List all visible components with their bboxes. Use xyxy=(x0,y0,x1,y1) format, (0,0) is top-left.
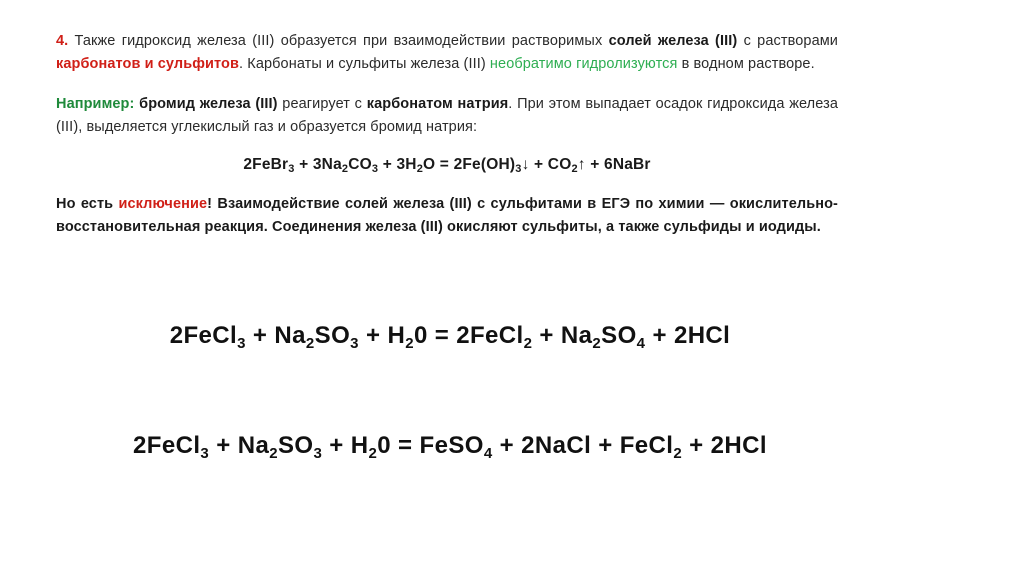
equation-term: + xyxy=(358,322,388,349)
equation-term: Na xyxy=(274,322,306,349)
equation-subscript: 2 xyxy=(673,445,683,462)
equation-term: SO xyxy=(314,322,351,349)
text-run: реагирует с xyxy=(277,95,367,112)
equation-subscript: 2 xyxy=(341,162,349,175)
equation-fecl3-a xyxy=(0,322,900,352)
equation-term: + xyxy=(294,155,313,173)
equation-term: = xyxy=(435,155,454,173)
text-run: ! Взаимодействие солей железа (III) с сульфитами в ЕГЭ по химии — окислительно-восстановительная реакция. Соединения железа (III) окисляют сульфиты, а также сульфиды и иодиды. xyxy=(56,195,838,236)
equation-term: H xyxy=(387,322,406,349)
document-content xyxy=(56,30,838,240)
paragraph-1 xyxy=(56,30,838,77)
equation-term: 2FeCl xyxy=(456,322,524,349)
equation-term: + xyxy=(645,322,674,349)
equation-term: 2NaCl xyxy=(521,432,592,459)
equation-term: 2Fe(OH) xyxy=(453,155,516,173)
equation-term: FeCl xyxy=(619,432,674,459)
equation-subscript: 3 xyxy=(515,162,522,175)
equation-term: + xyxy=(532,322,561,349)
equation-subscript: 3 xyxy=(288,162,295,175)
equation-subscript: 2 xyxy=(592,335,602,352)
equation-term: + xyxy=(322,432,351,459)
equation-term: 2HCl xyxy=(710,432,767,459)
text-run: . При этом выпадает осадок гидроксида железа (III), выделяется углекислый газ и образуется бромид натрия: xyxy=(56,95,838,136)
equation-block-2 xyxy=(0,432,900,462)
equation-term: + xyxy=(682,432,711,459)
equation-term: + xyxy=(245,322,275,349)
equation-subscript: 2 xyxy=(523,335,533,352)
equation-term: CO xyxy=(348,155,372,173)
equation-term: 3H xyxy=(396,155,417,173)
equation-term: O xyxy=(423,155,436,173)
equation-subscript: 3 xyxy=(371,162,379,175)
equation-term: CO xyxy=(547,155,572,173)
equation-subscript: 3 xyxy=(350,335,359,352)
text-run: Например: xyxy=(56,95,135,112)
equation-term: + xyxy=(209,432,238,459)
text-run: карбонатов и сульфитов xyxy=(56,56,240,73)
equation-term: 0 xyxy=(377,432,391,459)
paragraph-3 xyxy=(56,193,838,240)
equation-term: 3Na xyxy=(312,155,342,173)
equation-term: + xyxy=(492,432,522,459)
equation-subscript: 2 xyxy=(571,162,578,175)
text-run: с растворами xyxy=(737,33,839,49)
equation-term: H xyxy=(350,432,369,459)
paragraph-2 xyxy=(56,93,838,140)
equation-term: 2HCl xyxy=(673,322,731,349)
equation-term: 0 xyxy=(413,322,428,349)
equation-term: SO xyxy=(601,322,637,349)
equation-term: ↓ xyxy=(521,155,530,173)
equation-term: 6NaBr xyxy=(604,155,651,173)
equation-term: + xyxy=(378,155,397,173)
equation-term: + xyxy=(591,432,620,459)
text-run: Также гидроксид железа (III) образуется при взаимодействии растворимых xyxy=(68,33,609,49)
text-run: солей железа (III) xyxy=(608,33,738,49)
equation-subscript: 3 xyxy=(237,335,246,352)
equation-subscript: 2 xyxy=(305,335,315,352)
equation-subscript: 4 xyxy=(483,445,493,462)
text-run: карбонатом натрия xyxy=(366,95,509,112)
text-run: 4. xyxy=(56,33,69,49)
equation-subscript: 3 xyxy=(313,445,323,462)
equation-term: Na xyxy=(237,432,270,459)
equation-term: 2FeCl xyxy=(169,322,238,349)
equation-term: + xyxy=(585,155,604,173)
text-run: Но есть xyxy=(56,195,119,212)
equation-term: FeSO xyxy=(419,432,484,459)
equation-subscript: 2 xyxy=(269,445,278,462)
equation-fecl3-b xyxy=(0,432,900,462)
equation-febr3 xyxy=(56,156,838,175)
text-run: . Карбонаты и сульфиты железа (III) xyxy=(239,56,490,73)
equation-term: + xyxy=(529,155,548,173)
equation-subscript: 2 xyxy=(416,162,424,175)
text-run: бромид железа (III) xyxy=(139,95,278,112)
equation-block-1 xyxy=(0,322,900,352)
equation-term: 2FeCl xyxy=(133,432,201,459)
text-run: в водном растворе. xyxy=(677,56,815,73)
equation-term: ↑ xyxy=(577,155,586,173)
equation-subscript: 3 xyxy=(200,445,210,462)
text-run: необратимо гидролизуются xyxy=(489,56,678,73)
equation-subscript: 2 xyxy=(405,335,414,352)
text-run: исключение xyxy=(118,195,208,212)
equation-term: Na xyxy=(560,322,593,349)
equation-term: = xyxy=(427,322,457,349)
equation-term: SO xyxy=(277,432,314,459)
equation-subscript: 4 xyxy=(636,335,646,352)
equation-term: 2FeBr xyxy=(243,155,289,173)
equation-term: = xyxy=(390,432,420,459)
equation-subscript: 2 xyxy=(368,445,378,462)
